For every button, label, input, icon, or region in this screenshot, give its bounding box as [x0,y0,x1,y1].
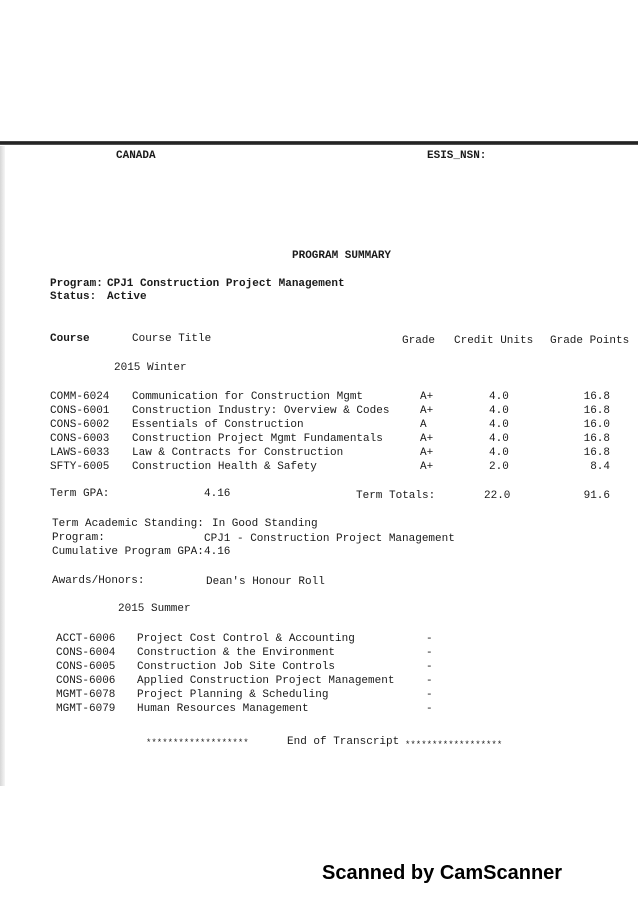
course-title: Construction Health & Safety [132,461,317,473]
course-code: MGMT-6078 [56,689,116,701]
col-header-grade-points: Grade Points [550,335,630,347]
term-name-winter: 2015 Winter [114,362,187,374]
course-credits: 2.0 [489,461,509,473]
course-points: 16.0 [583,419,610,431]
term-program-value: CPJ1 - Construction Project Management [204,533,455,545]
course-code: ACCT-6006 [56,633,116,645]
awards-value: Dean's Honour Roll [206,576,325,588]
course-grade: - [426,703,433,715]
course-title: Project Cost Control & Accounting [137,633,355,645]
course-grade: - [426,647,433,659]
course-code: SFTY-6005 [50,461,110,473]
course-grade: A+ [420,391,434,403]
course-code: CONS-6003 [50,433,110,445]
course-title: Law & Contracts for Construction [132,447,344,459]
course-code: CONS-6001 [50,405,110,417]
course-row [0,633,638,647]
course-points: 16.8 [583,391,610,403]
course-credits: 4.0 [489,405,509,417]
term-gpa-label: Term GPA: [50,488,110,500]
end-stars-right: ****************** [405,740,503,750]
course-row [0,661,638,675]
course-row [0,433,638,447]
course-points: 16.8 [583,405,610,417]
page-title: PROGRAM SUMMARY [292,250,392,262]
course-title: Project Planning & Scheduling [137,689,329,701]
camscanner-watermark: Scanned by CamScanner [322,862,563,884]
course-grade: A+ [420,447,434,459]
course-title: Construction Job Site Controls [137,661,336,673]
status-label: Status: [50,291,97,303]
course-code: COMM-6024 [50,391,110,403]
course-code: CONS-6006 [56,675,116,687]
course-row [0,405,638,419]
course-title: Essentials of Construction [132,419,304,431]
course-code: LAWS-6033 [50,447,110,459]
course-points: 16.8 [583,433,610,445]
col-header-credit-units: Credit Units [454,335,534,347]
course-grade: - [426,675,433,687]
end-of-transcript: End of Transcript [287,736,400,748]
course-row [0,647,638,661]
course-code: MGMT-6079 [56,703,116,715]
course-code: CONS-6004 [56,647,116,659]
end-stars-left: ******************* [146,738,249,748]
page-top-border [0,141,638,145]
course-credits: 4.0 [489,433,509,445]
course-grade: - [426,689,433,701]
course-points: 8.4 [590,461,610,473]
course-credits: 4.0 [489,391,509,403]
awards-label: Awards/Honors: [52,575,145,587]
standing-value: In Good Standing [212,518,318,530]
course-code: CONS-6005 [56,661,116,673]
course-grade: A+ [420,433,434,445]
status-value: Active [107,291,147,303]
term-program-label: Program: [52,532,105,544]
cumulative-gpa-value: 4.16 [204,546,231,558]
course-title: Human Resources Management [137,703,309,715]
course-row [0,689,638,703]
program-value: CPJ1 Construction Project Management [107,278,345,290]
course-row [0,391,638,405]
program-label: Program: [50,278,103,290]
course-code: CONS-6002 [50,419,110,431]
course-row [0,461,638,475]
cumulative-gpa-label: Cumulative Program GPA: [52,546,204,558]
standing-label: Term Academic Standing: [52,518,204,530]
esis-nsn-label: ESIS_NSN: [427,150,487,162]
course-title: Communication for Construction Mgmt [132,391,364,403]
term-credits-total: 22.0 [484,490,511,502]
course-row [0,419,638,433]
course-grade: - [426,633,433,645]
course-row [0,675,638,689]
course-row [0,703,638,717]
col-header-title: Course Title [132,333,212,345]
course-points: 16.8 [583,447,610,459]
course-credits: 4.0 [489,447,509,459]
course-row [0,447,638,461]
course-grade: A+ [420,405,434,417]
term-gpa-value: 4.16 [204,488,231,500]
course-grade: A+ [420,461,434,473]
course-title: Applied Construction Project Management [137,675,395,687]
course-title: Construction Project Mgmt Fundamentals [132,433,383,445]
course-title: Construction & the Environment [137,647,336,659]
term-points-total: 91.6 [583,490,610,502]
col-header-course: Course [50,333,90,345]
course-grade: A [420,419,427,431]
course-title: Construction Industry: Overview & Codes [132,405,390,417]
term-name-summer: 2015 Summer [118,603,191,615]
course-grade: - [426,661,433,673]
col-header-grade: Grade [402,335,436,347]
country-label: CANADA [116,150,156,162]
course-credits: 4.0 [489,419,509,431]
term-totals-label: Term Totals: [356,490,436,502]
